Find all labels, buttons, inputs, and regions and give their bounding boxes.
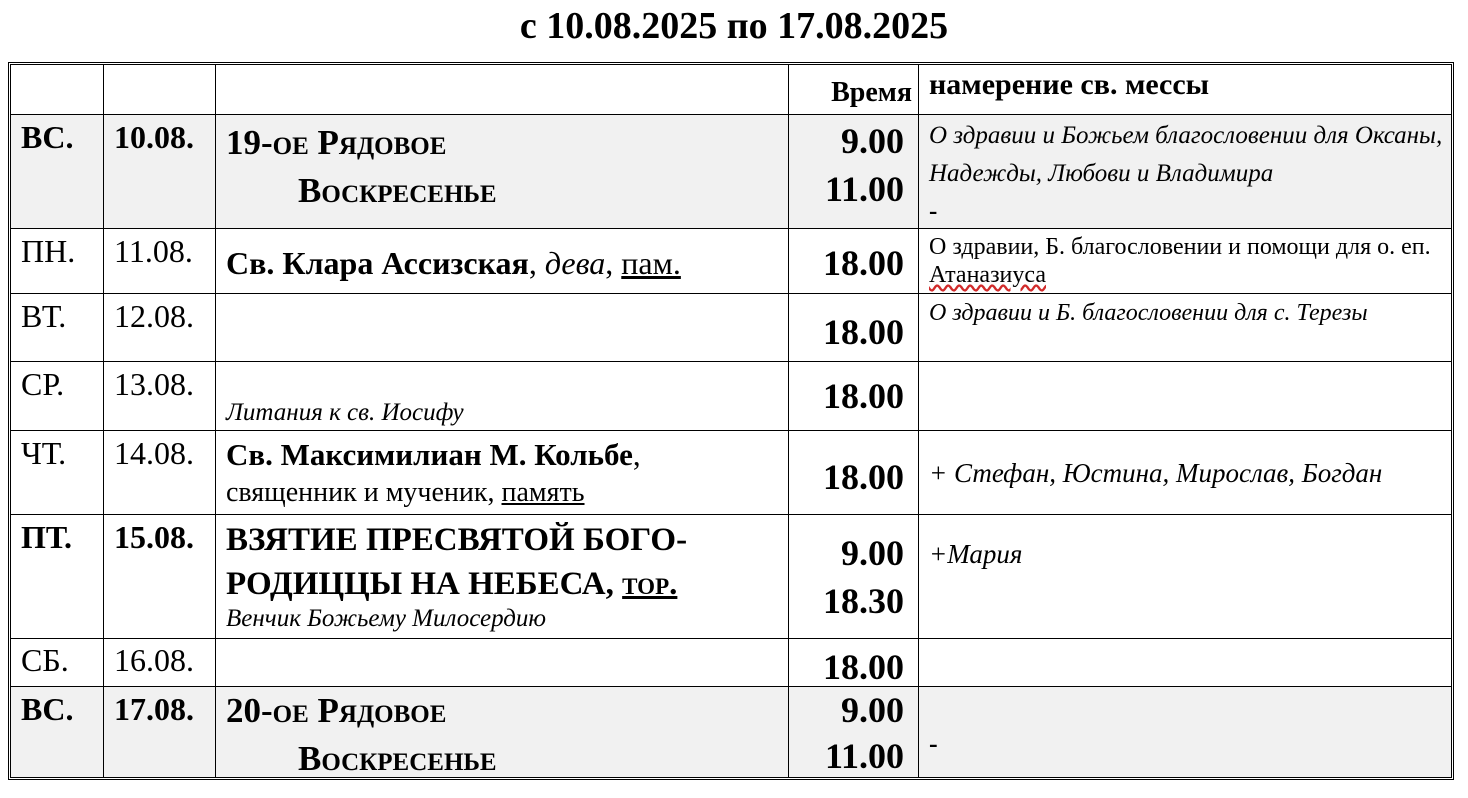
row-1-date: 10.08. xyxy=(104,115,216,229)
row-7-day: СБ. xyxy=(11,639,104,687)
row-6-feast xyxy=(216,515,789,639)
row-7-intent xyxy=(919,639,1451,687)
row-1-feast xyxy=(216,115,789,229)
row-6-feast-title: РОДИЦЦЫ НА НЕБЕСА, xyxy=(226,566,623,602)
row-7-date: 16.08. xyxy=(104,639,216,687)
row-6-feast-line1: ВЗЯТИЕ ПРЕСВЯТОЙ БОГО- xyxy=(226,522,688,558)
header-intent: намерение св. мессы xyxy=(919,65,1451,115)
row-2-intent xyxy=(919,229,1451,294)
row-2-feast-name: Св. Клара Ассизская xyxy=(226,245,529,281)
row-6-time xyxy=(789,515,919,639)
row-6-feast-rank: тор. xyxy=(622,566,678,602)
row-4-time: 18.00 xyxy=(789,362,919,431)
row-6-time-2: 18.30 xyxy=(823,581,904,621)
row-8-feast-line2: Воскресенье xyxy=(298,739,497,777)
row-5-feast-line1 xyxy=(226,436,784,474)
header-day-cell xyxy=(11,65,104,115)
row-3-intent: О здравии и Б. благословении для с. Терезы xyxy=(919,294,1451,362)
row-5-date: 14.08. xyxy=(104,431,216,515)
row-8-time-1: 9.00 xyxy=(841,690,904,730)
row-4-date: 13.08. xyxy=(104,362,216,431)
row-1-intent-extra: - xyxy=(929,198,938,225)
row-1-intent xyxy=(919,115,1451,229)
row-5-feast xyxy=(216,431,789,515)
row-4-feast: Литания к св. Иосифу xyxy=(216,362,789,431)
row-1-day: ВС. xyxy=(11,115,104,229)
row-6-intent: +Мария xyxy=(919,515,1451,639)
row-6-feast-note: Венчик Божьему Милосердию xyxy=(226,605,547,632)
row-2-feast-sep1: , xyxy=(528,245,545,281)
row-3-day: ВТ. xyxy=(11,294,104,362)
row-2-intent-name: Атаназиуса xyxy=(929,262,1046,288)
row-2-intent-text: О здравии, Б. благословении и помощи для о. еп. xyxy=(929,234,1431,260)
row-5-day: ЧТ. xyxy=(11,431,104,515)
row-5-time: 18.00 xyxy=(789,431,919,515)
row-7-feast xyxy=(216,639,789,687)
row-1-feast-line2: Воскресенье xyxy=(298,171,497,210)
row-7-time: 18.00 xyxy=(789,639,919,687)
row-2-feast-title: дева xyxy=(544,245,606,281)
row-6-time-1: 9.00 xyxy=(841,533,904,573)
row-5-feast-title: священник и мученик, xyxy=(226,477,502,508)
row-5-feast-sep: , xyxy=(632,437,641,472)
row-5-intent: + Стефан, Юстина, Мирослав, Богдан xyxy=(919,431,1451,515)
row-8-date: 17.08. xyxy=(104,687,216,777)
header-feast-cell xyxy=(216,65,789,115)
row-5-feast-name: Св. Максимилиан М. Кольбе xyxy=(226,437,633,472)
row-8-time-2: 11.00 xyxy=(824,736,904,776)
row-1-intent-text: О здравии и Божьем благословении для Оксаны, Надежды, Любови и Владимира xyxy=(929,122,1443,187)
row-6-feast-line2 xyxy=(226,562,784,606)
row-1-feast-line1: 19-ое Рядовое xyxy=(226,123,447,162)
header-date-cell xyxy=(104,65,216,115)
row-8-intent: - xyxy=(919,687,1451,777)
row-8-feast-line1: 20-ое Рядовое xyxy=(226,691,447,730)
row-2-feast-sep2: , xyxy=(605,245,622,281)
row-1-time xyxy=(789,115,919,229)
row-8-day: ВС. xyxy=(11,687,104,777)
row-3-time: 18.00 xyxy=(789,294,919,362)
row-2-date: 11.08. xyxy=(104,229,216,294)
row-4-day: СР. xyxy=(11,362,104,431)
row-8-feast xyxy=(216,687,789,777)
row-3-date: 12.08. xyxy=(104,294,216,362)
row-2-feast xyxy=(216,229,789,294)
row-6-date: 15.08. xyxy=(104,515,216,639)
row-1-time-1: 9.00 xyxy=(841,121,904,161)
row-2-feast-rank: пам. xyxy=(621,245,681,281)
row-4-intent xyxy=(919,362,1451,431)
row-6-day: ПТ. xyxy=(11,515,104,639)
header-time: Время xyxy=(789,65,919,115)
page-title: с 10.08.2025 по 17.08.2025 xyxy=(519,5,949,47)
row-2-day: ПН. xyxy=(11,229,104,294)
row-8-time xyxy=(789,687,919,777)
schedule-table xyxy=(8,62,1454,780)
row-5-feast-line2 xyxy=(226,474,784,512)
row-5-feast-rank: память xyxy=(501,477,585,508)
row-1-time-2: 11.00 xyxy=(824,169,904,209)
row-2-time: 18.00 xyxy=(789,229,919,294)
row-3-feast xyxy=(216,294,789,362)
